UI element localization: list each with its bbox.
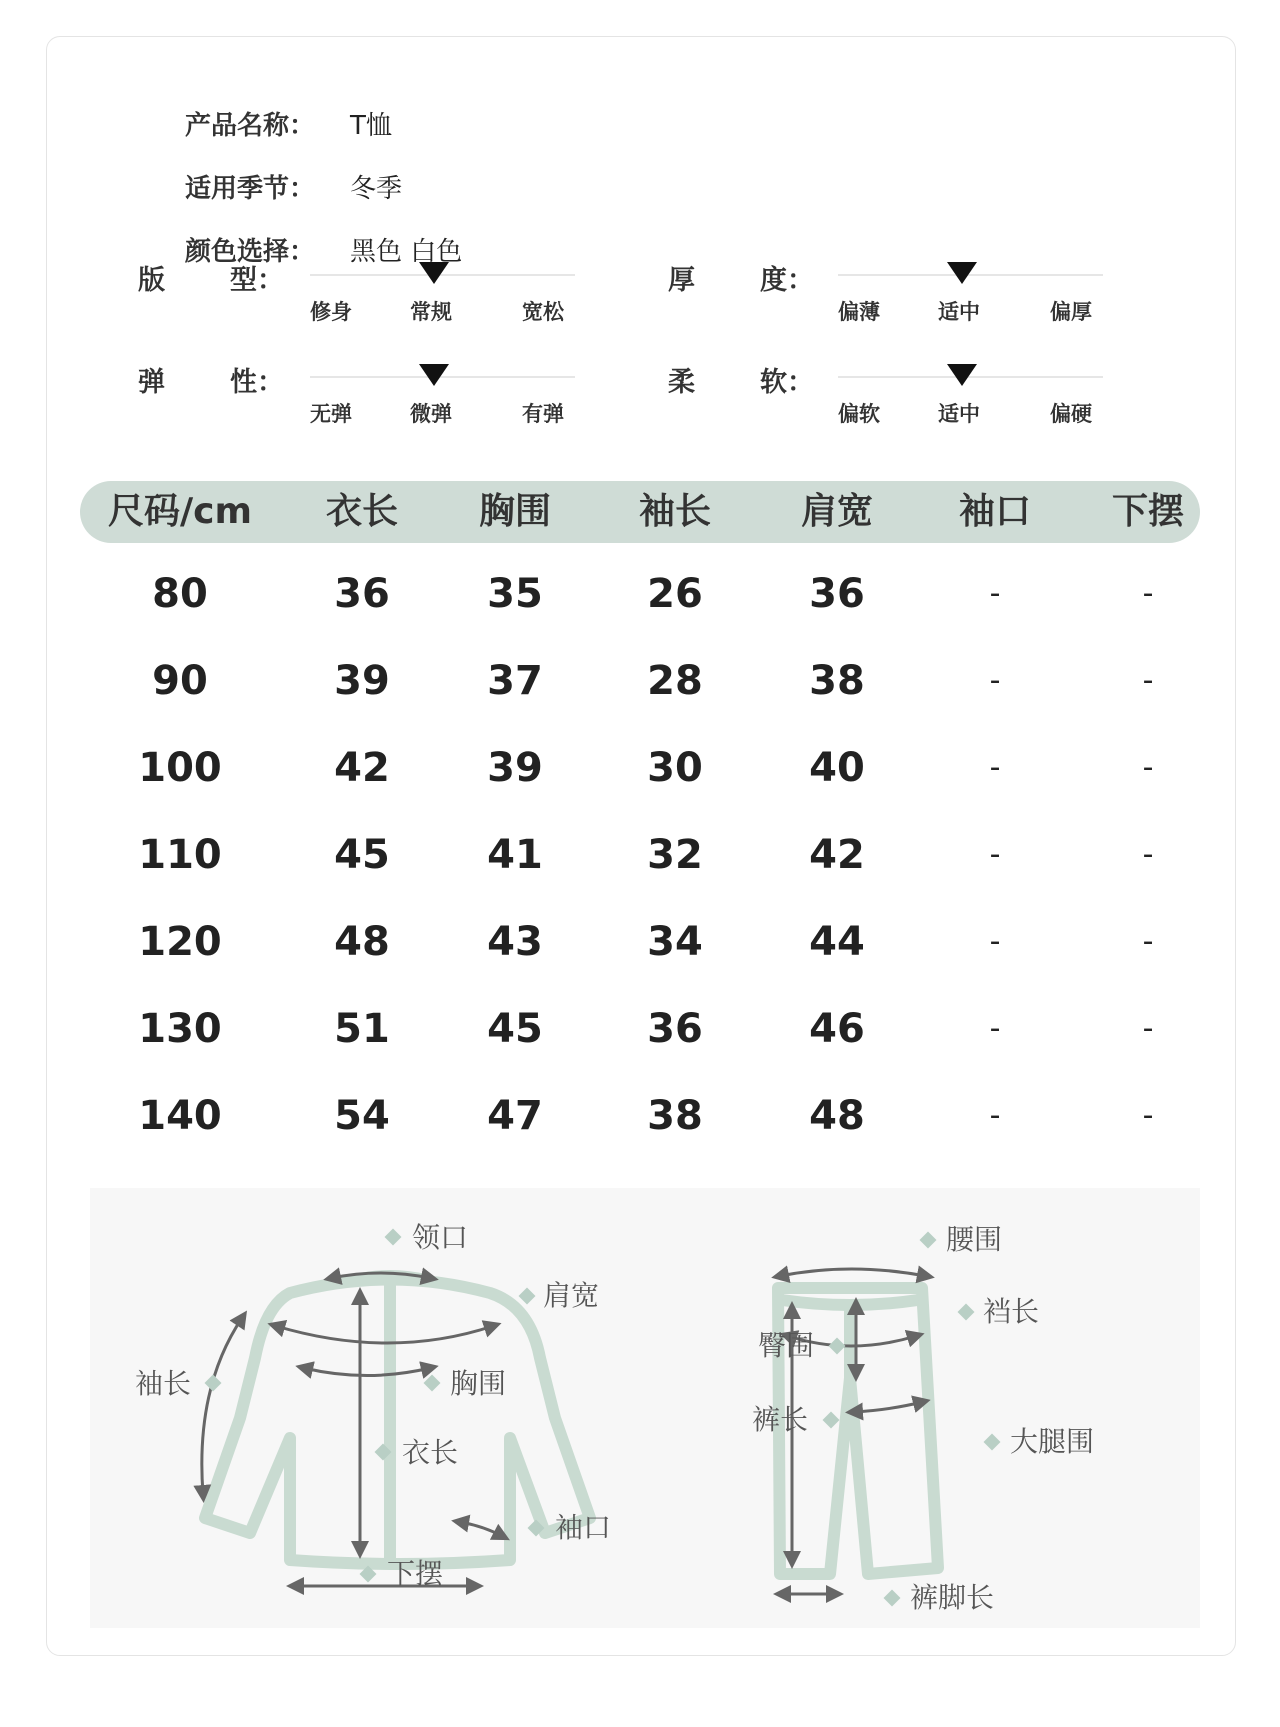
table-row xyxy=(80,825,1200,885)
scale-option: 修身 xyxy=(310,300,352,324)
table-cell: - xyxy=(989,750,1001,785)
label-leg-opening: 裤脚长 xyxy=(910,1581,995,1614)
table-cell: - xyxy=(989,1011,1001,1046)
scale-option: 无弹 xyxy=(310,402,352,426)
scale-option: 常规 xyxy=(410,300,452,324)
table-cell: 48 xyxy=(809,1093,865,1139)
table-cell: 120 xyxy=(138,919,222,965)
table-cell: 90 xyxy=(152,658,208,704)
table-cell: 140 xyxy=(138,1093,222,1139)
info-season xyxy=(185,168,402,205)
fit-scale xyxy=(310,262,575,322)
label-chest: 胸围 xyxy=(450,1367,507,1400)
table-cell: 28 xyxy=(647,658,703,704)
table-cell: - xyxy=(1142,663,1154,698)
table-cell: - xyxy=(989,924,1001,959)
table-cell: 41 xyxy=(487,832,543,878)
table-cell: 80 xyxy=(152,571,208,617)
attr-label-char: 版 xyxy=(138,265,165,296)
label-collar: 领口 xyxy=(412,1221,469,1254)
label-waist: 腰围 xyxy=(946,1223,1003,1256)
table-row xyxy=(80,651,1200,711)
attr-label-char: 柔 xyxy=(668,367,695,398)
table-cell: 110 xyxy=(138,832,222,878)
scale-marker-icon xyxy=(947,262,977,284)
table-cell: 35 xyxy=(487,571,543,617)
scale-option: 偏硬 xyxy=(1050,402,1092,426)
table-cell: 40 xyxy=(809,745,865,791)
table-cell: 46 xyxy=(809,1006,865,1052)
table-cell: - xyxy=(1142,1098,1154,1133)
label-body-length: 衣长 xyxy=(402,1436,459,1469)
scale-option: 偏软 xyxy=(838,402,880,426)
label-hip: 臀围 xyxy=(758,1329,815,1362)
table-cell: 30 xyxy=(647,745,703,791)
table-cell: 39 xyxy=(334,658,390,704)
attr-label-char: 弹 xyxy=(138,367,165,398)
table-cell: 26 xyxy=(647,571,703,617)
table-cell: 38 xyxy=(647,1093,703,1139)
label-shoulder: 肩宽 xyxy=(543,1279,600,1312)
table-cell: 36 xyxy=(809,571,865,617)
label-pants-length: 裤长 xyxy=(752,1403,809,1436)
elasticity-scale xyxy=(310,364,575,424)
table-cell: 51 xyxy=(334,1006,390,1052)
label-thigh: 大腿围 xyxy=(1010,1425,1095,1458)
table-cell: 39 xyxy=(487,745,543,791)
info-value: T恤 xyxy=(350,111,392,141)
table-cell: 48 xyxy=(334,919,390,965)
table-row xyxy=(80,999,1200,1059)
table-cell: - xyxy=(989,663,1001,698)
table-header-cell: 袖口 xyxy=(958,491,1031,532)
table-row xyxy=(80,912,1200,972)
garment-illustration xyxy=(90,1188,1200,1628)
table-cell: 45 xyxy=(487,1006,543,1052)
label-cuff: 袖口 xyxy=(555,1511,612,1544)
table-cell: 47 xyxy=(487,1093,543,1139)
table-row xyxy=(80,564,1200,624)
thickness-scale xyxy=(838,262,1103,322)
info-product-name xyxy=(185,105,392,142)
table-cell: - xyxy=(1142,576,1154,611)
scale-marker-icon xyxy=(947,364,977,386)
scale-marker-icon xyxy=(419,262,449,284)
attr-label-char: 厚 xyxy=(668,265,695,296)
info-label: 产品名称： xyxy=(185,111,316,141)
table-cell: 45 xyxy=(334,832,390,878)
table-cell: 130 xyxy=(138,1006,222,1052)
table-cell: 44 xyxy=(809,919,865,965)
table-cell: - xyxy=(989,1098,1001,1133)
table-header-cell: 袖长 xyxy=(638,491,711,532)
table-cell: - xyxy=(1142,837,1154,872)
table-cell: - xyxy=(1142,1011,1154,1046)
table-cell: 34 xyxy=(647,919,703,965)
scale-option: 偏厚 xyxy=(1050,300,1092,324)
table-cell: - xyxy=(989,576,1001,611)
scale-option: 偏薄 xyxy=(838,300,880,324)
table-row xyxy=(80,1086,1200,1146)
label-sleeve-length: 袖长 xyxy=(135,1367,192,1400)
scale-option: 有弹 xyxy=(522,402,564,426)
attr-label-char: 型： xyxy=(230,265,284,296)
scale-option: 适中 xyxy=(938,402,980,426)
scale-marker-icon xyxy=(419,364,449,386)
info-value: 黑色 白色 xyxy=(350,237,463,267)
table-cell: 100 xyxy=(138,745,222,791)
table-cell: 43 xyxy=(487,919,543,965)
measurement-diagram xyxy=(90,1188,1200,1628)
table-header-cell: 衣长 xyxy=(325,491,398,532)
info-value: 冬季 xyxy=(350,174,403,204)
attr-label-char: 软： xyxy=(760,367,814,398)
table-cell: 54 xyxy=(334,1093,390,1139)
table-cell: 36 xyxy=(647,1006,703,1052)
table-cell: 36 xyxy=(334,571,390,617)
table-header-cell: 尺码/cm xyxy=(107,491,252,532)
label-rise: 裆长 xyxy=(983,1295,1040,1328)
attr-label-char: 性： xyxy=(230,367,284,398)
scale-option: 宽松 xyxy=(522,300,564,324)
table-header-cell: 下摆 xyxy=(1111,491,1184,532)
scale-option: 适中 xyxy=(938,300,980,324)
softness-scale xyxy=(838,364,1103,424)
scale-option: 微弹 xyxy=(410,402,452,426)
info-label: 适用季节： xyxy=(185,174,316,204)
table-header-cell: 肩宽 xyxy=(800,491,873,532)
label-hem: 下摆 xyxy=(387,1557,444,1590)
table-cell: - xyxy=(989,837,1001,872)
info-label: 颜色选择： xyxy=(185,237,316,267)
attr-label-char: 度： xyxy=(760,265,814,296)
table-header-cell: 胸围 xyxy=(478,491,551,532)
table-cell: - xyxy=(1142,924,1154,959)
table-cell: 37 xyxy=(487,658,543,704)
table-cell: 42 xyxy=(334,745,390,791)
table-cell: - xyxy=(1142,750,1154,785)
table-cell: 38 xyxy=(809,658,865,704)
table-cell: 32 xyxy=(647,832,703,878)
table-cell: 42 xyxy=(809,832,865,878)
table-row xyxy=(80,738,1200,798)
size-table-header xyxy=(80,481,1200,543)
shirt-outline xyxy=(205,1276,590,1564)
